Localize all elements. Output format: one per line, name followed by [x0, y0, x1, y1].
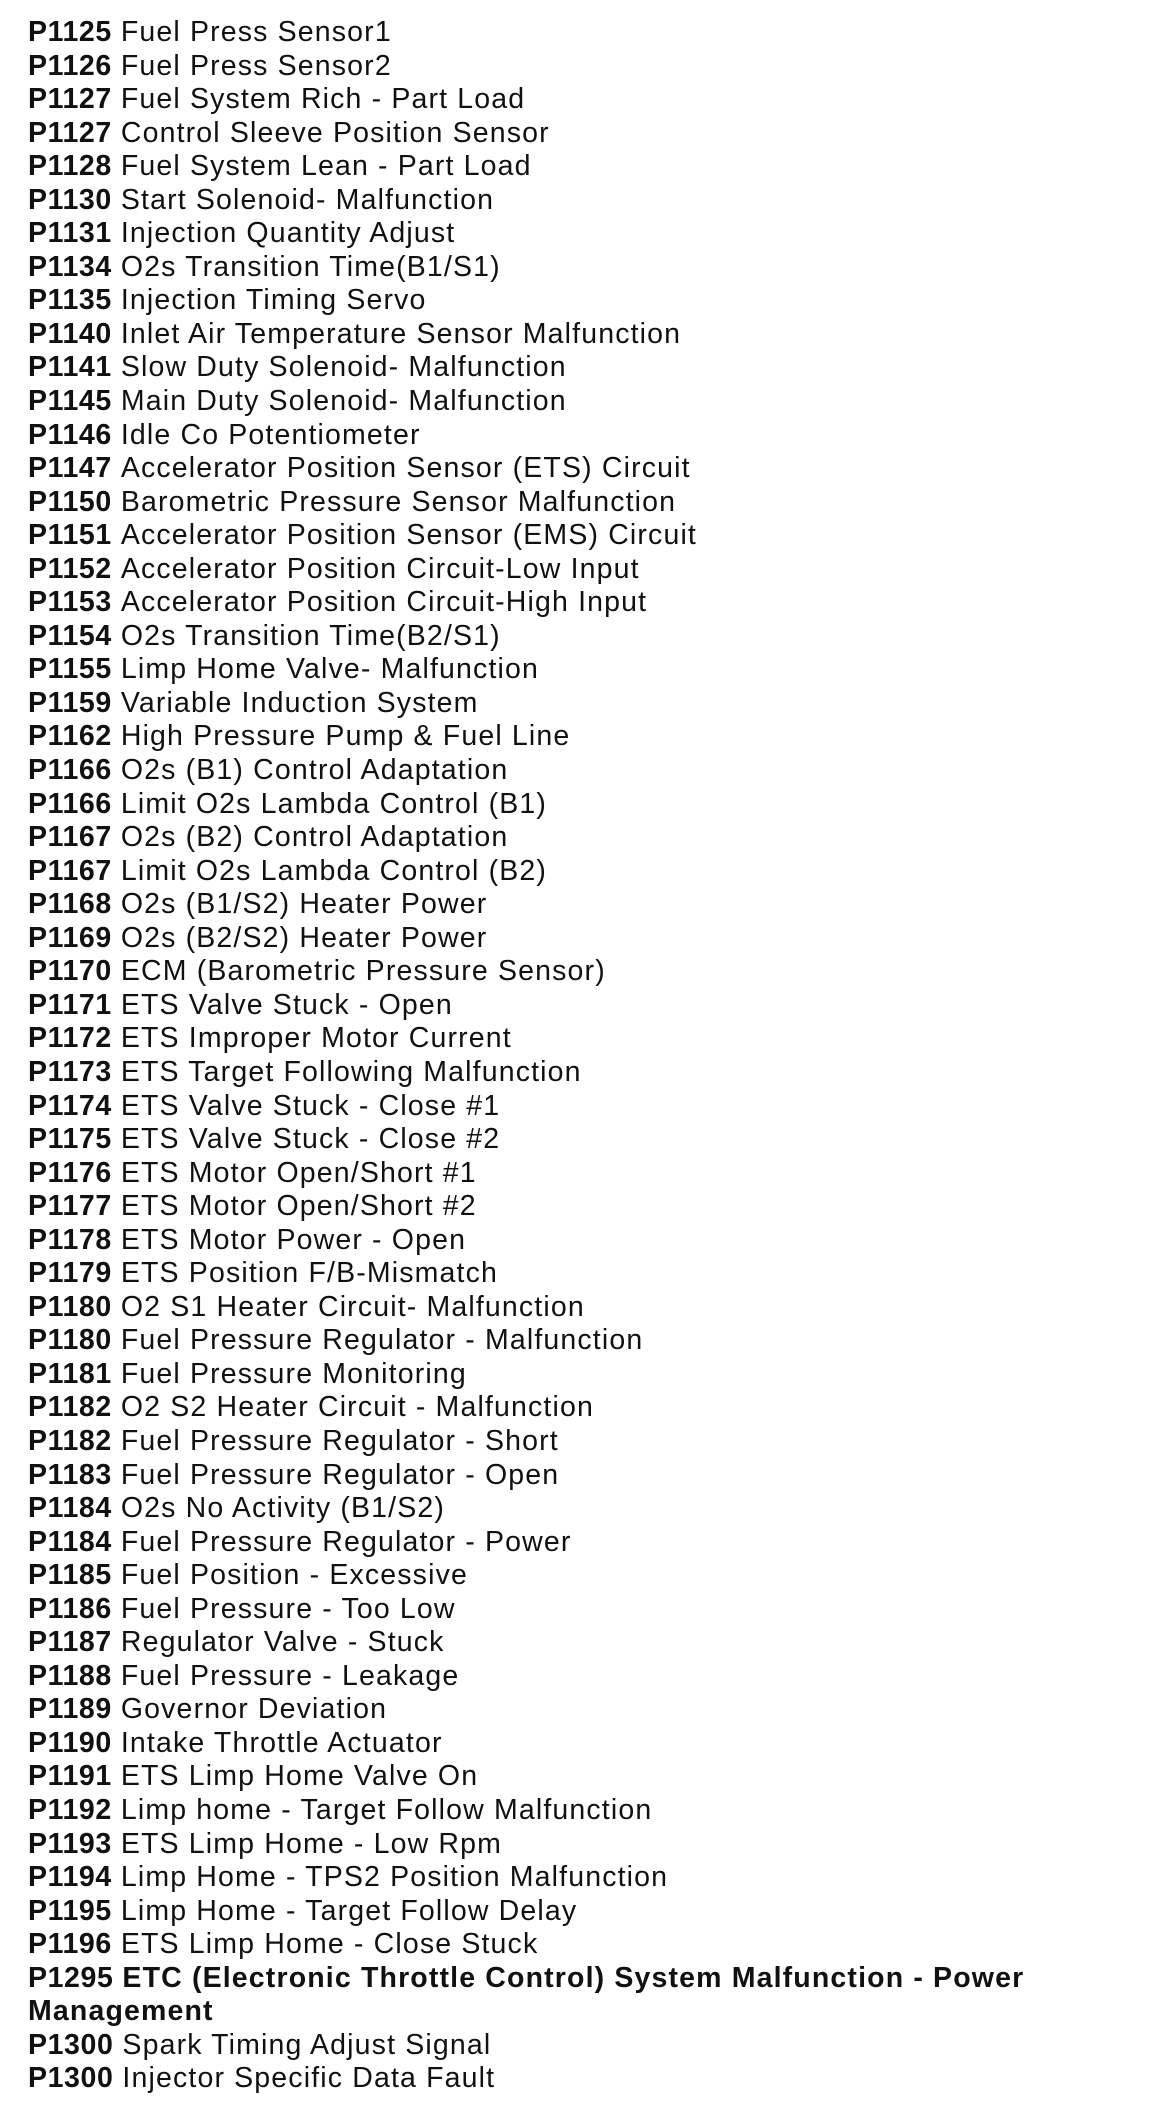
- list-item: [28, 184, 1148, 218]
- dtc-code: P1150: [28, 485, 112, 518]
- dtc-code: P1130: [28, 183, 112, 216]
- dtc-code: P1183: [28, 1458, 112, 1491]
- list-item: [28, 922, 1148, 956]
- list-item: [28, 754, 1148, 788]
- dtc-description: O2s No Activity (B1/S2): [120, 1492, 446, 1525]
- dtc-description: ETS Motor Open/Short #1: [120, 1156, 477, 1189]
- dtc-description: O2s (B1) Control Adaptation: [120, 754, 509, 787]
- list-item: [28, 519, 1148, 553]
- dtc-description: ETS Position F/B-Mismatch: [120, 1257, 499, 1290]
- dtc-description: Fuel Press Sensor1: [120, 16, 392, 48]
- dtc-code: P1128: [28, 150, 112, 183]
- list-item: [28, 419, 1148, 453]
- list-item: [28, 1861, 1148, 1895]
- dtc-description: ECM (Barometric Pressure Sensor): [120, 955, 606, 988]
- dtc-description: Fuel System Rich - Part Load: [120, 83, 526, 116]
- dtc-code: P1167: [28, 821, 112, 854]
- list-item: [28, 1056, 1148, 1090]
- list-item: [28, 284, 1148, 318]
- dtc-description: Accelerator Position Circuit-Low Input: [120, 552, 640, 585]
- dtc-code: P1295: [28, 1961, 114, 1994]
- list-item: [28, 486, 1148, 520]
- dtc-code-list: [28, 16, 1148, 2096]
- dtc-description: Limit O2s Lambda Control (B2): [120, 854, 548, 887]
- dtc-code: P1188: [28, 1659, 112, 1692]
- dtc-code: P1182: [28, 1424, 112, 1457]
- dtc-code: P1167: [28, 854, 112, 887]
- dtc-description: Fuel Pressure Monitoring: [120, 1357, 467, 1390]
- dtc-description: ETS Valve Stuck - Close #1: [120, 1089, 501, 1122]
- list-item: [28, 1760, 1148, 1794]
- dtc-code: P1300: [28, 2028, 114, 2061]
- dtc-code: P1131: [28, 217, 112, 250]
- list-item: [28, 1291, 1148, 1325]
- list-item: [28, 1559, 1148, 1593]
- dtc-description: Main Duty Solenoid- Malfunction: [120, 385, 567, 418]
- dtc-description: Variable Induction System: [120, 686, 479, 719]
- dtc-description: Fuel Pressure - Too Low: [120, 1592, 456, 1625]
- dtc-description: Barometric Pressure Sensor Malfunction: [120, 485, 677, 518]
- dtc-description: Idle Co Potentiometer: [120, 418, 421, 451]
- list-item: [28, 1190, 1148, 1224]
- dtc-description: ETS Target Following Malfunction: [120, 1055, 582, 1088]
- dtc-code: P1172: [28, 1022, 112, 1055]
- dtc-code: P1190: [28, 1726, 112, 1759]
- dtc-code: P1169: [28, 921, 112, 954]
- dtc-description: Fuel Pressure Regulator - Short: [120, 1424, 559, 1457]
- list-item: [28, 1257, 1148, 1291]
- dtc-description: Accelerator Position Sensor (ETS) Circuit: [120, 452, 691, 485]
- dtc-code: P1155: [28, 653, 112, 686]
- list-item: [28, 1526, 1148, 1560]
- dtc-code: P1151: [28, 519, 112, 552]
- list-item: [28, 1794, 1148, 1828]
- dtc-code: P1173: [28, 1055, 112, 1088]
- list-item: [28, 687, 1148, 721]
- dtc-code: P1191: [28, 1760, 112, 1793]
- dtc-description: Limp home - Target Follow Malfunction: [120, 1793, 653, 1826]
- dtc-code: P1141: [28, 351, 112, 384]
- list-item: [28, 1828, 1148, 1862]
- dtc-code: P1180: [28, 1290, 112, 1323]
- list-item: [28, 150, 1148, 184]
- dtc-code: P1174: [28, 1089, 112, 1122]
- dtc-description: Limit O2s Lambda Control (B1): [120, 787, 548, 820]
- dtc-description: Fuel System Lean - Part Load: [120, 150, 532, 183]
- list-item: [28, 989, 1148, 1023]
- dtc-description: O2 S2 Heater Circuit - Malfunction: [120, 1391, 594, 1424]
- list-item: [28, 1693, 1148, 1727]
- dtc-code: P1176: [28, 1156, 112, 1189]
- list-item: [28, 855, 1148, 889]
- dtc-description: Fuel Position - Excessive: [120, 1559, 468, 1592]
- dtc-code: P1146: [28, 418, 112, 451]
- dtc-description: Fuel Pressure - Leakage: [120, 1659, 460, 1692]
- list-item: [28, 1928, 1148, 1962]
- dtc-code: P1175: [28, 1123, 112, 1156]
- dtc-code: P1192: [28, 1793, 112, 1826]
- dtc-code: P1196: [28, 1928, 112, 1961]
- dtc-description: Fuel Pressure Regulator - Open: [120, 1458, 560, 1491]
- dtc-description: Limp Home Valve- Malfunction: [120, 653, 540, 686]
- list-item: [28, 16, 1148, 50]
- dtc-code: P1177: [28, 1190, 112, 1223]
- dtc-code: P1168: [28, 888, 112, 921]
- list-item: [28, 955, 1148, 989]
- dtc-code: P1127: [28, 116, 112, 149]
- dtc-description: O2s Transition Time(B1/S1): [120, 250, 501, 283]
- dtc-code: P1179: [28, 1257, 112, 1290]
- dtc-code: P1147: [28, 452, 112, 485]
- dtc-description: ETS Limp Home - Low Rpm: [120, 1827, 503, 1860]
- list-item: [28, 318, 1148, 352]
- list-item: [28, 251, 1148, 285]
- list-item: [28, 1358, 1148, 1392]
- list-item: [28, 1123, 1148, 1157]
- list-item: [28, 1660, 1148, 1694]
- list-item: [28, 2062, 1148, 2096]
- list-item: [28, 553, 1148, 587]
- dtc-code: P1166: [28, 787, 112, 820]
- list-item: [28, 1593, 1148, 1627]
- dtc-code: P1127: [28, 83, 112, 116]
- dtc-code: P1185: [28, 1559, 112, 1592]
- dtc-description: Injection Timing Servo: [120, 284, 427, 317]
- dtc-description: Fuel Pressure Regulator - Malfunction: [120, 1324, 644, 1357]
- dtc-description: O2s (B1/S2) Heater Power: [120, 888, 488, 921]
- dtc-description: ETS Improper Motor Current: [120, 1022, 512, 1055]
- dtc-description: ETS Valve Stuck - Open: [120, 988, 453, 1021]
- dtc-code: P1159: [28, 686, 112, 719]
- dtc-code: P1126: [28, 49, 112, 82]
- dtc-description: O2 S1 Heater Circuit- Malfunction: [120, 1290, 585, 1323]
- dtc-code: P1193: [28, 1827, 112, 1860]
- dtc-description: ETS Motor Open/Short #2: [120, 1190, 477, 1223]
- dtc-code: P1181: [28, 1357, 112, 1390]
- list-item: [28, 620, 1148, 654]
- dtc-code: P1125: [28, 16, 112, 48]
- dtc-code: P1166: [28, 754, 112, 787]
- dtc-code: P1300: [28, 2062, 114, 2095]
- dtc-code: P1154: [28, 619, 112, 652]
- list-item: [28, 1022, 1148, 1056]
- dtc-description: Accelerator Position Sensor (EMS) Circuit: [120, 519, 697, 552]
- dtc-description: Regulator Valve - Stuck: [120, 1626, 445, 1659]
- dtc-code: P1178: [28, 1223, 112, 1256]
- dtc-description: Injector Specific Data Fault: [122, 2062, 496, 2095]
- dtc-description: Control Sleeve Position Sensor: [120, 116, 550, 149]
- list-item: [28, 385, 1148, 419]
- list-item: [28, 1626, 1148, 1660]
- dtc-code: P1140: [28, 317, 112, 350]
- list-item: [28, 1727, 1148, 1761]
- dtc-description: Injection Quantity Adjust: [120, 217, 456, 250]
- list-item: [28, 1492, 1148, 1526]
- dtc-description: Fuel Press Sensor2: [120, 49, 392, 82]
- list-item: [28, 452, 1148, 486]
- list-item: [28, 2029, 1148, 2063]
- list-item: [28, 1157, 1148, 1191]
- dtc-code: P1152: [28, 552, 112, 585]
- list-item: [28, 720, 1148, 754]
- dtc-code: P1184: [28, 1525, 112, 1558]
- dtc-code: P1189: [28, 1693, 112, 1726]
- dtc-description: O2s (B2) Control Adaptation: [120, 821, 509, 854]
- dtc-code: P1171: [28, 988, 112, 1021]
- dtc-code: P1194: [28, 1861, 112, 1894]
- dtc-description: Start Solenoid- Malfunction: [120, 183, 495, 216]
- list-item: [28, 1324, 1148, 1358]
- dtc-description: Spark Timing Adjust Signal: [122, 2028, 492, 2061]
- dtc-description: ETS Valve Stuck - Close #2: [120, 1123, 501, 1156]
- dtc-code: P1162: [28, 720, 112, 753]
- dtc-description: ETS Limp Home Valve On: [120, 1760, 479, 1793]
- list-item: [28, 83, 1148, 117]
- dtc-description: Governor Deviation: [120, 1693, 388, 1726]
- list-item: [28, 117, 1148, 151]
- dtc-code: P1180: [28, 1324, 112, 1357]
- dtc-description: O2s Transition Time(B2/S1): [120, 619, 501, 652]
- dtc-code: P1170: [28, 955, 112, 988]
- list-item: [28, 788, 1148, 822]
- dtc-code: P1195: [28, 1894, 112, 1927]
- list-item: [28, 1425, 1148, 1459]
- list-item: [28, 1391, 1148, 1425]
- list-item: [28, 1459, 1148, 1493]
- dtc-description: ETS Limp Home - Close Stuck: [120, 1928, 539, 1961]
- dtc-code: P1186: [28, 1592, 112, 1625]
- list-item: [28, 1895, 1148, 1929]
- list-item: [28, 1090, 1148, 1124]
- dtc-code: P1134: [28, 250, 112, 283]
- dtc-description: High Pressure Pump & Fuel Line: [120, 720, 571, 753]
- dtc-code: P1145: [28, 385, 112, 418]
- dtc-description: Intake Throttle Actuator: [120, 1726, 443, 1759]
- list-item: [28, 1224, 1148, 1258]
- list-item: [28, 821, 1148, 855]
- dtc-description: Limp Home - Target Follow Delay: [120, 1894, 578, 1927]
- dtc-code: P1135: [28, 284, 112, 317]
- list-item: [28, 586, 1148, 620]
- dtc-description: ETS Motor Power - Open: [120, 1223, 467, 1256]
- dtc-description: Slow Duty Solenoid- Malfunction: [120, 351, 567, 384]
- list-item: [28, 653, 1148, 687]
- dtc-code: P1187: [28, 1626, 112, 1659]
- list-item: [28, 888, 1148, 922]
- dtc-description: Accelerator Position Circuit-High Input: [120, 586, 648, 619]
- dtc-description: Inlet Air Temperature Sensor Malfunction: [120, 317, 682, 350]
- list-item: [28, 50, 1148, 84]
- dtc-code: P1153: [28, 586, 112, 619]
- dtc-description: ETC (Electronic Throttle Control) System Malfunction - Power Management: [28, 1961, 1025, 2028]
- dtc-code: P1182: [28, 1391, 112, 1424]
- dtc-description: O2s (B2/S2) Heater Power: [120, 921, 488, 954]
- dtc-code: P1184: [28, 1492, 112, 1525]
- list-item: [28, 217, 1148, 251]
- list-item-highlighted: [28, 1962, 1148, 2029]
- dtc-description: Limp Home - TPS2 Position Malfunction: [120, 1861, 669, 1894]
- list-item: [28, 351, 1148, 385]
- dtc-description: Fuel Pressure Regulator - Power: [120, 1525, 572, 1558]
